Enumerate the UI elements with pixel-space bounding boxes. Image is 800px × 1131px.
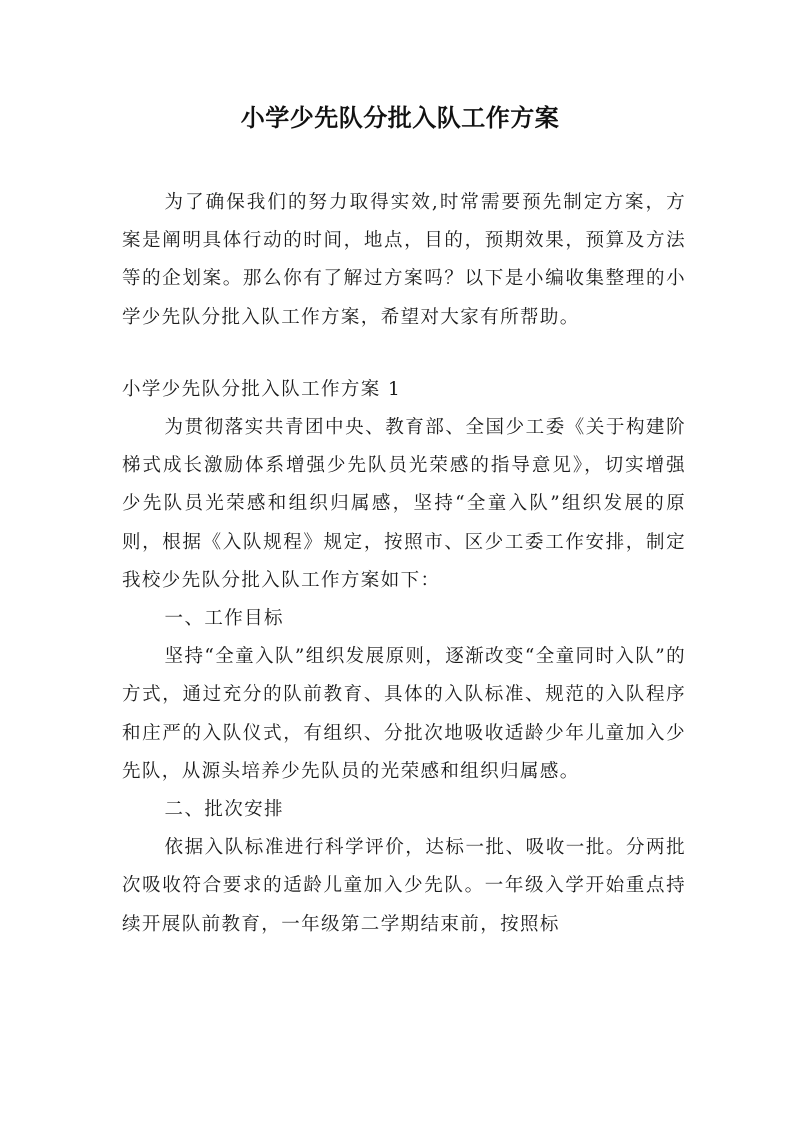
paragraph-2: 坚持“全童入队”组织发展原则，逐渐改变“全童同时入队”的方式，通过充分的队前教育、具体的入队标准、规范的入队程序和庄严的入队仪式，有组织、分批次地吸收适龄少年儿童加入少先队，从源头培养少先队员的光荣感和组织归属感。 <box>122 646 686 782</box>
intro-paragraph: 为了确保我们的努力取得实效,时常需要预先制定方案，方案是阐明具体行动的时间，地点，目的，预期效果，预算及方法等的企划案。那么你有了解过方案吗？以下是小编收集整理的小学少先队分批入队工作方案，希望对大家有所帮助。 <box>122 192 686 328</box>
section-title: 小学少先队分批入队工作方案 1 <box>122 378 402 400</box>
paragraph-3: 依据入队标准进行科学评价，达标一批、吸收一批。分两批次吸收符合要求的适龄儿童加入少先队。一年级入学开始重点持续开展队前教育，一年级第二学期结束前，按照标 <box>122 837 686 935</box>
paragraph-gap <box>122 337 686 371</box>
document-body <box>122 184 686 944</box>
heading-work-goals: 一、工作目标 <box>164 608 284 630</box>
document-title: 小学少先队分批入队工作方案 <box>240 104 560 132</box>
paragraph-1: 为贯彻落实共青团中央、教育部、全国少工委《关于构建阶梯式成长激励体系增强少先队员光荣感的指导意见》，切实增强少先队员光荣感和组织归属感，坚持“全童入队”组织发展的原则，根据《入队规程》规定，按照市、区少工委工作安排，制定我校少先队分批入队工作方案如下： <box>122 417 686 591</box>
heading-batch-arrangement: 二、批次安排 <box>164 799 284 821</box>
